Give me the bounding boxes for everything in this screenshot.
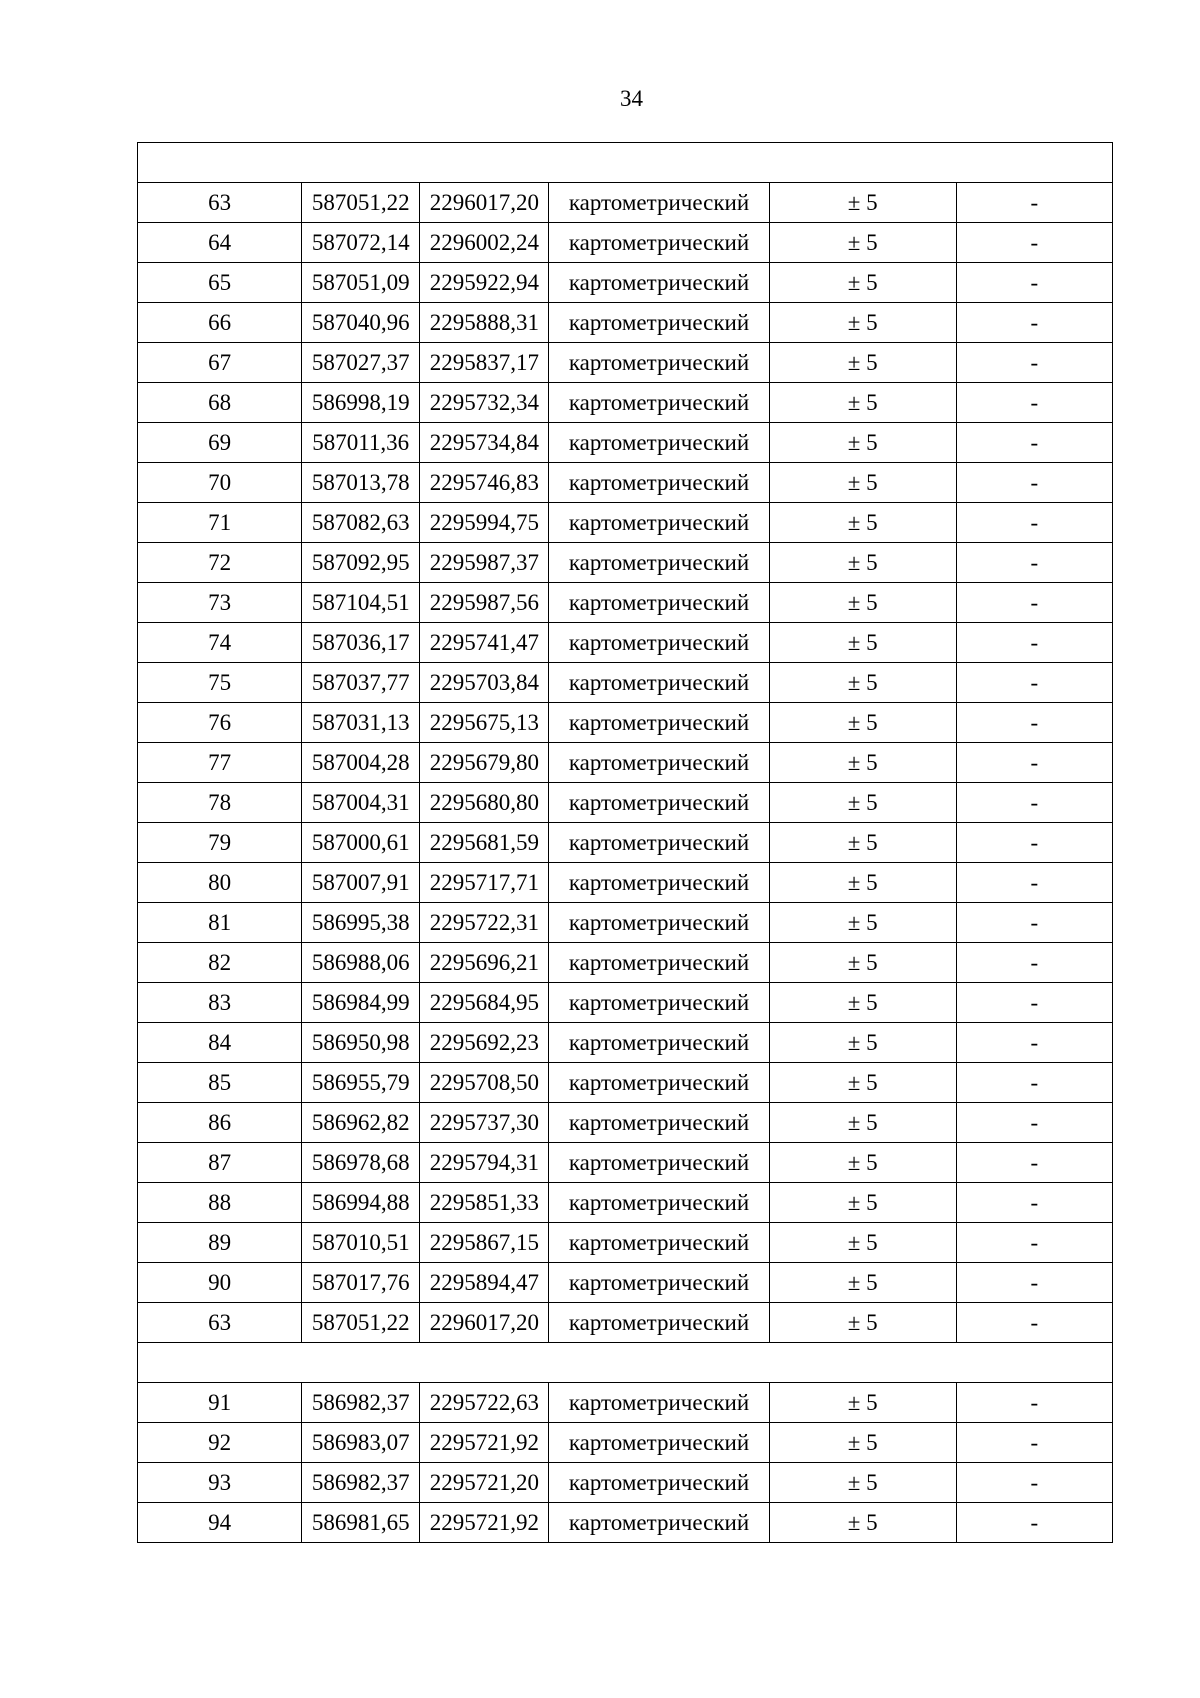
table-row (138, 703, 1113, 743)
point-number-cell: 85 (138, 1063, 302, 1103)
method-cell: картометрический (549, 783, 769, 823)
method-cell: картометрический (549, 543, 769, 583)
precision-cell: ± 5 (769, 1063, 956, 1103)
table-row (138, 1103, 1113, 1143)
x-coordinate-cell: 586955,79 (302, 1063, 420, 1103)
point-number-cell: 88 (138, 1183, 302, 1223)
point-number-cell: 63 (138, 1303, 302, 1343)
y-coordinate-cell: 2296017,20 (420, 183, 549, 223)
y-coordinate-cell: 2295675,13 (420, 703, 549, 743)
precision-cell: ± 5 (769, 303, 956, 343)
table-row (138, 1063, 1113, 1103)
point-number-cell: 66 (138, 303, 302, 343)
y-coordinate-cell: 2295721,20 (420, 1463, 549, 1503)
point-number-cell: 77 (138, 743, 302, 783)
table-row (138, 303, 1113, 343)
x-coordinate-cell: 587092,95 (302, 543, 420, 583)
y-coordinate-cell: 2295851,33 (420, 1183, 549, 1223)
precision-cell: ± 5 (769, 663, 956, 703)
x-coordinate-cell: 586982,37 (302, 1383, 420, 1423)
y-coordinate-cell: 2295717,71 (420, 863, 549, 903)
precision-cell: ± 5 (769, 1023, 956, 1063)
y-coordinate-cell: 2296017,20 (420, 1303, 549, 1343)
point-number-cell: 82 (138, 943, 302, 983)
point-number-cell: 87 (138, 1143, 302, 1183)
table-row (138, 1463, 1113, 1503)
x-coordinate-cell: 587017,76 (302, 1263, 420, 1303)
method-cell: картометрический (549, 463, 769, 503)
table-row (138, 903, 1113, 943)
table-row (138, 783, 1113, 823)
precision-cell: ± 5 (769, 1463, 956, 1503)
method-cell: картометрический (549, 1023, 769, 1063)
description-cell: - (956, 983, 1112, 1023)
y-coordinate-cell: 2295722,63 (420, 1383, 549, 1423)
point-number-cell: 94 (138, 1503, 302, 1543)
x-coordinate-cell: 586994,88 (302, 1183, 420, 1223)
y-coordinate-cell: 2295888,31 (420, 303, 549, 343)
y-coordinate-cell: 2295722,31 (420, 903, 549, 943)
precision-cell: ± 5 (769, 1263, 956, 1303)
precision-cell: ± 5 (769, 903, 956, 943)
description-cell: - (956, 703, 1112, 743)
precision-cell: ± 5 (769, 1103, 956, 1143)
description-cell: - (956, 263, 1112, 303)
x-coordinate-cell: 587036,17 (302, 623, 420, 663)
method-cell: картометрический (549, 943, 769, 983)
method-cell: картометрический (549, 1143, 769, 1183)
point-number-cell: 90 (138, 1263, 302, 1303)
description-cell: - (956, 1263, 1112, 1303)
x-coordinate-cell: 587051,09 (302, 263, 420, 303)
point-number-cell: 91 (138, 1383, 302, 1423)
precision-cell: ± 5 (769, 183, 956, 223)
x-coordinate-cell: 587004,31 (302, 783, 420, 823)
y-coordinate-cell: 2296002,24 (420, 223, 549, 263)
method-cell: картометрический (549, 743, 769, 783)
x-coordinate-cell: 587082,63 (302, 503, 420, 543)
precision-cell: ± 5 (769, 1143, 956, 1183)
precision-cell: ± 5 (769, 583, 956, 623)
x-coordinate-cell: 587007,91 (302, 863, 420, 903)
description-cell: - (956, 583, 1112, 623)
y-coordinate-cell: 2295703,84 (420, 663, 549, 703)
x-coordinate-cell: 587104,51 (302, 583, 420, 623)
precision-cell: ± 5 (769, 223, 956, 263)
point-number-cell: 79 (138, 823, 302, 863)
method-cell: картометрический (549, 1303, 769, 1343)
point-number-cell: 67 (138, 343, 302, 383)
description-cell: - (956, 663, 1112, 703)
table-row (138, 183, 1113, 223)
x-coordinate-cell: 587011,36 (302, 423, 420, 463)
description-cell: - (956, 623, 1112, 663)
description-cell: - (956, 1463, 1112, 1503)
precision-cell: ± 5 (769, 463, 956, 503)
table-row (138, 1143, 1113, 1183)
table-row (138, 943, 1113, 983)
point-number-cell: 75 (138, 663, 302, 703)
precision-cell: ± 5 (769, 943, 956, 983)
table-row (138, 1303, 1113, 1343)
section-header-cell (138, 143, 1113, 183)
x-coordinate-cell: 587000,61 (302, 823, 420, 863)
point-number-cell: 89 (138, 1223, 302, 1263)
method-cell: картометрический (549, 983, 769, 1023)
description-cell: - (956, 1023, 1112, 1063)
y-coordinate-cell: 2295922,94 (420, 263, 549, 303)
method-cell: картометрический (549, 1223, 769, 1263)
precision-cell: ± 5 (769, 543, 956, 583)
method-cell: картометрический (549, 1183, 769, 1223)
table-row (138, 1223, 1113, 1263)
precision-cell: ± 5 (769, 263, 956, 303)
y-coordinate-cell: 2295987,37 (420, 543, 549, 583)
y-coordinate-cell: 2295692,23 (420, 1023, 549, 1063)
precision-cell: ± 5 (769, 1503, 956, 1543)
x-coordinate-cell: 586981,65 (302, 1503, 420, 1543)
table-row (138, 1423, 1113, 1463)
x-coordinate-cell: 586978,68 (302, 1143, 420, 1183)
point-number-cell: 74 (138, 623, 302, 663)
x-coordinate-cell: 586950,98 (302, 1023, 420, 1063)
point-number-cell: 63 (138, 183, 302, 223)
precision-cell: ± 5 (769, 503, 956, 543)
description-cell: - (956, 1303, 1112, 1343)
method-cell: картометрический (549, 903, 769, 943)
method-cell: картометрический (549, 863, 769, 903)
x-coordinate-cell: 587031,13 (302, 703, 420, 743)
y-coordinate-cell: 2295708,50 (420, 1063, 549, 1103)
table-row (138, 863, 1113, 903)
method-cell: картометрический (549, 1383, 769, 1423)
x-coordinate-cell: 587010,51 (302, 1223, 420, 1263)
x-coordinate-cell: 587027,37 (302, 343, 420, 383)
method-cell: картометрический (549, 223, 769, 263)
y-coordinate-cell: 2295994,75 (420, 503, 549, 543)
method-cell: картометрический (549, 263, 769, 303)
point-number-cell: 70 (138, 463, 302, 503)
section-header-row (138, 1343, 1113, 1383)
point-number-cell: 80 (138, 863, 302, 903)
description-cell: - (956, 1223, 1112, 1263)
precision-cell: ± 5 (769, 783, 956, 823)
x-coordinate-cell: 587004,28 (302, 743, 420, 783)
x-coordinate-cell: 587037,77 (302, 663, 420, 703)
table-row (138, 543, 1113, 583)
coordinates-table-body (138, 143, 1113, 1543)
y-coordinate-cell: 2295746,83 (420, 463, 549, 503)
description-cell: - (956, 1103, 1112, 1143)
precision-cell: ± 5 (769, 1423, 956, 1463)
y-coordinate-cell: 2295732,34 (420, 383, 549, 423)
method-cell: картометрический (549, 1263, 769, 1303)
method-cell: картометрический (549, 503, 769, 543)
table-row (138, 383, 1113, 423)
description-cell: - (956, 503, 1112, 543)
precision-cell: ± 5 (769, 983, 956, 1023)
x-coordinate-cell: 587072,14 (302, 223, 420, 263)
y-coordinate-cell: 2295837,17 (420, 343, 549, 383)
point-number-cell: 68 (138, 383, 302, 423)
point-number-cell: 84 (138, 1023, 302, 1063)
x-coordinate-cell: 587051,22 (302, 1303, 420, 1343)
x-coordinate-cell: 587040,96 (302, 303, 420, 343)
y-coordinate-cell: 2295721,92 (420, 1503, 549, 1543)
table-row (138, 823, 1113, 863)
table-row (138, 343, 1113, 383)
point-number-cell: 81 (138, 903, 302, 943)
point-number-cell: 69 (138, 423, 302, 463)
y-coordinate-cell: 2295867,15 (420, 1223, 549, 1263)
description-cell: - (956, 1423, 1112, 1463)
table-row (138, 623, 1113, 663)
description-cell: - (956, 1143, 1112, 1183)
y-coordinate-cell: 2295741,47 (420, 623, 549, 663)
description-cell: - (956, 223, 1112, 263)
method-cell: картометрический (549, 1463, 769, 1503)
description-cell: - (956, 863, 1112, 903)
method-cell: картометрический (549, 423, 769, 463)
method-cell: картометрический (549, 303, 769, 343)
y-coordinate-cell: 2295737,30 (420, 1103, 549, 1143)
point-number-cell: 93 (138, 1463, 302, 1503)
precision-cell: ± 5 (769, 1383, 956, 1423)
precision-cell: ± 5 (769, 423, 956, 463)
point-number-cell: 73 (138, 583, 302, 623)
x-coordinate-cell: 587013,78 (302, 463, 420, 503)
x-coordinate-cell: 586983,07 (302, 1423, 420, 1463)
point-number-cell: 76 (138, 703, 302, 743)
method-cell: картометрический (549, 343, 769, 383)
description-cell: - (956, 783, 1112, 823)
method-cell: картометрический (549, 1423, 769, 1463)
table-row (138, 223, 1113, 263)
table-row (138, 1183, 1113, 1223)
method-cell: картометрический (549, 383, 769, 423)
method-cell: картометрический (549, 1503, 769, 1543)
point-number-cell: 92 (138, 1423, 302, 1463)
page-number: 34 (620, 86, 643, 111)
y-coordinate-cell: 2295684,95 (420, 983, 549, 1023)
description-cell: - (956, 1063, 1112, 1103)
description-cell: - (956, 383, 1112, 423)
precision-cell: ± 5 (769, 623, 956, 663)
method-cell: картометрический (549, 663, 769, 703)
point-number-cell: 86 (138, 1103, 302, 1143)
y-coordinate-cell: 2295680,80 (420, 783, 549, 823)
description-cell: - (956, 943, 1112, 983)
precision-cell: ± 5 (769, 823, 956, 863)
y-coordinate-cell: 2295987,56 (420, 583, 549, 623)
table-row (138, 1263, 1113, 1303)
x-coordinate-cell: 586995,38 (302, 903, 420, 943)
precision-cell: ± 5 (769, 743, 956, 783)
description-cell: - (956, 543, 1112, 583)
table-row (138, 463, 1113, 503)
description-cell: - (956, 743, 1112, 783)
description-cell: - (956, 823, 1112, 863)
description-cell: - (956, 903, 1112, 943)
method-cell: картометрический (549, 1103, 769, 1143)
y-coordinate-cell: 2295894,47 (420, 1263, 549, 1303)
description-cell: - (956, 423, 1112, 463)
x-coordinate-cell: 586962,82 (302, 1103, 420, 1143)
table-row (138, 1383, 1113, 1423)
description-cell: - (956, 1183, 1112, 1223)
method-cell: картометрический (549, 703, 769, 743)
method-cell: картометрический (549, 583, 769, 623)
method-cell: картометрический (549, 1063, 769, 1103)
table-row (138, 263, 1113, 303)
point-number-cell: 64 (138, 223, 302, 263)
section-header-cell (138, 1343, 1113, 1383)
precision-cell: ± 5 (769, 343, 956, 383)
table-row (138, 1023, 1113, 1063)
y-coordinate-cell: 2295696,21 (420, 943, 549, 983)
y-coordinate-cell: 2295734,84 (420, 423, 549, 463)
point-number-cell: 72 (138, 543, 302, 583)
description-cell: - (956, 343, 1112, 383)
description-cell: - (956, 463, 1112, 503)
section-header-row (138, 143, 1113, 183)
point-number-cell: 78 (138, 783, 302, 823)
description-cell: - (956, 1383, 1112, 1423)
coordinates-table (137, 142, 1113, 1543)
table-row (138, 743, 1113, 783)
x-coordinate-cell: 586988,06 (302, 943, 420, 983)
method-cell: картометрический (549, 623, 769, 663)
precision-cell: ± 5 (769, 1223, 956, 1263)
table-row (138, 1503, 1113, 1543)
x-coordinate-cell: 586982,37 (302, 1463, 420, 1503)
method-cell: картометрический (549, 823, 769, 863)
description-cell: - (956, 183, 1112, 223)
point-number-cell: 83 (138, 983, 302, 1023)
y-coordinate-cell: 2295794,31 (420, 1143, 549, 1183)
table-row (138, 423, 1113, 463)
precision-cell: ± 5 (769, 383, 956, 423)
y-coordinate-cell: 2295679,80 (420, 743, 549, 783)
y-coordinate-cell: 2295721,92 (420, 1423, 549, 1463)
precision-cell: ± 5 (769, 863, 956, 903)
precision-cell: ± 5 (769, 703, 956, 743)
x-coordinate-cell: 586984,99 (302, 983, 420, 1023)
x-coordinate-cell: 586998,19 (302, 383, 420, 423)
table-row (138, 503, 1113, 543)
x-coordinate-cell: 587051,22 (302, 183, 420, 223)
precision-cell: ± 5 (769, 1303, 956, 1343)
table-row (138, 983, 1113, 1023)
y-coordinate-cell: 2295681,59 (420, 823, 549, 863)
description-cell: - (956, 303, 1112, 343)
method-cell: картометрический (549, 183, 769, 223)
table-row (138, 663, 1113, 703)
table-row (138, 583, 1113, 623)
point-number-cell: 71 (138, 503, 302, 543)
precision-cell: ± 5 (769, 1183, 956, 1223)
description-cell: - (956, 1503, 1112, 1543)
point-number-cell: 65 (138, 263, 302, 303)
